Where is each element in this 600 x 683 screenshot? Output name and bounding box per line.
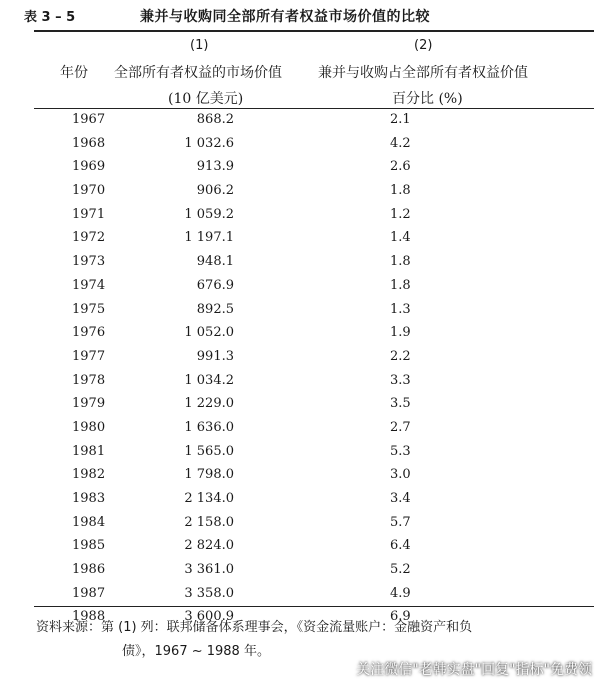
table-row	[0, 416, 600, 440]
percentage-cell: 5.7	[390, 514, 411, 530]
year-cell: 1969	[72, 159, 106, 175]
year-header: 年份	[60, 65, 88, 81]
year-cell: 1978	[72, 372, 106, 388]
year-cell: 1979	[72, 396, 106, 412]
year-cell: 1973	[72, 254, 106, 270]
year-cell: 1967	[72, 112, 106, 127]
market-value-cell: 906.2	[196, 183, 234, 199]
percentage-cell: 5.2	[390, 562, 411, 578]
table-row	[0, 203, 600, 227]
market-value-cell: 868.2	[196, 112, 234, 127]
percentage-cell: 6.4	[390, 538, 411, 554]
col2-number: (2)	[414, 38, 433, 53]
table-row	[0, 345, 600, 369]
table-row	[0, 298, 600, 322]
market-value-cell: 1 197.1	[184, 230, 234, 246]
col1-header-line1: 全部所有者权益的市场价值	[114, 65, 282, 81]
year-cell: 1974	[72, 277, 106, 293]
percentage-cell: 5.3	[390, 443, 411, 459]
year-cell: 1980	[72, 419, 106, 435]
table-row	[0, 582, 600, 606]
year-cell: 1988	[72, 609, 106, 625]
market-value-cell: 1 798.0	[184, 467, 234, 483]
market-value-cell: 3 361.0	[184, 562, 234, 578]
col1-header-line2: (10 亿美元)	[168, 91, 244, 107]
year-cell: 1968	[72, 135, 106, 151]
percentage-cell: 4.2	[390, 135, 411, 151]
source-note	[36, 616, 586, 664]
market-value-cell: 948.1	[196, 254, 234, 270]
market-value-cell: 676.9	[196, 277, 234, 293]
percentage-cell: 1.2	[390, 206, 411, 222]
table-row	[0, 250, 600, 274]
year-cell: 1981	[72, 443, 106, 459]
market-value-cell: 913.9	[196, 159, 234, 175]
market-value-cell: 892.5	[196, 301, 234, 317]
percentage-cell: 2.7	[390, 419, 411, 435]
percentage-cell: 2.2	[390, 348, 411, 364]
table-row	[0, 226, 600, 250]
percentage-cell: 3.3	[390, 372, 411, 388]
percentage-cell: 2.6	[390, 159, 411, 175]
table-body	[0, 108, 600, 629]
year-cell: 1987	[72, 585, 106, 601]
table-row	[0, 274, 600, 298]
market-value-cell: 3 358.0	[184, 585, 234, 601]
percentage-cell: 6.9	[390, 609, 411, 625]
market-value-cell: 1 052.0	[184, 325, 234, 341]
year-cell: 1982	[72, 467, 106, 483]
market-value-cell: 1 032.6	[184, 135, 234, 151]
percentage-cell: 1.3	[390, 301, 411, 317]
year-cell: 1985	[72, 538, 106, 554]
percentage-cell: 1.4	[390, 230, 411, 246]
table-row	[0, 321, 600, 345]
market-value-cell: 2 824.0	[184, 538, 234, 554]
col2-header-line2: 百分比 (%)	[392, 91, 463, 107]
table-row	[0, 108, 600, 132]
market-value-cell: 1 034.2	[184, 372, 234, 388]
percentage-cell: 3.5	[390, 396, 411, 412]
percentage-cell: 1.8	[390, 277, 411, 293]
table-caption: 表 3 – 5	[24, 10, 76, 25]
year-cell: 1972	[72, 230, 106, 246]
market-value-cell: 1 565.0	[184, 443, 234, 459]
table-row	[0, 534, 600, 558]
table-row	[0, 369, 600, 393]
percentage-cell: 3.0	[390, 467, 411, 483]
percentage-cell: 1.8	[390, 183, 411, 199]
percentage-cell: 1.8	[390, 254, 411, 270]
market-value-cell: 2 158.0	[184, 514, 234, 530]
market-value-cell: 1 229.0	[184, 396, 234, 412]
year-cell: 1986	[72, 562, 106, 578]
col2-header-line1: 兼并与收购占全部所有者权益价值	[318, 65, 528, 81]
bottom-rule	[34, 606, 594, 607]
market-value-cell: 1 059.2	[184, 206, 234, 222]
year-cell: 1971	[72, 206, 106, 222]
year-cell: 1983	[72, 491, 106, 506]
table-row	[0, 511, 600, 535]
year-cell: 1984	[72, 514, 106, 530]
table-title: 兼并与收购同全部所有者权益市场价值的比较	[140, 9, 430, 25]
table-row	[0, 440, 600, 464]
watermark-text: 关注微信"老韩实盘"回复"指标"免费领	[356, 662, 592, 678]
percentage-cell: 2.1	[390, 112, 411, 127]
table-row	[0, 487, 600, 511]
year-cell: 1970	[72, 183, 106, 199]
percentage-cell: 3.4	[390, 491, 411, 506]
year-cell: 1975	[72, 301, 106, 317]
percentage-cell: 4.9	[390, 585, 411, 601]
market-value-cell: 3 600.9	[184, 609, 234, 625]
table-row	[0, 132, 600, 156]
table-row	[0, 463, 600, 487]
table-row	[0, 392, 600, 416]
market-value-cell: 2 134.0	[184, 491, 234, 506]
source-note-line1: 资料来源：第 (1) 列：联邦储备体系理事会，《资金流量账户：金融资产和负	[36, 620, 473, 635]
table-row	[0, 155, 600, 179]
percentage-cell: 1.9	[390, 325, 411, 341]
table-row	[0, 179, 600, 203]
source-note-line2: 债》，1967 ~ 1988 年。	[122, 644, 270, 659]
top-rule	[34, 30, 594, 32]
col1-number: (1)	[190, 38, 209, 53]
market-value-cell: 1 636.0	[184, 419, 234, 435]
table-row	[0, 558, 600, 582]
year-cell: 1977	[72, 348, 106, 364]
market-value-cell: 991.3	[196, 348, 234, 364]
year-cell: 1976	[72, 325, 106, 341]
